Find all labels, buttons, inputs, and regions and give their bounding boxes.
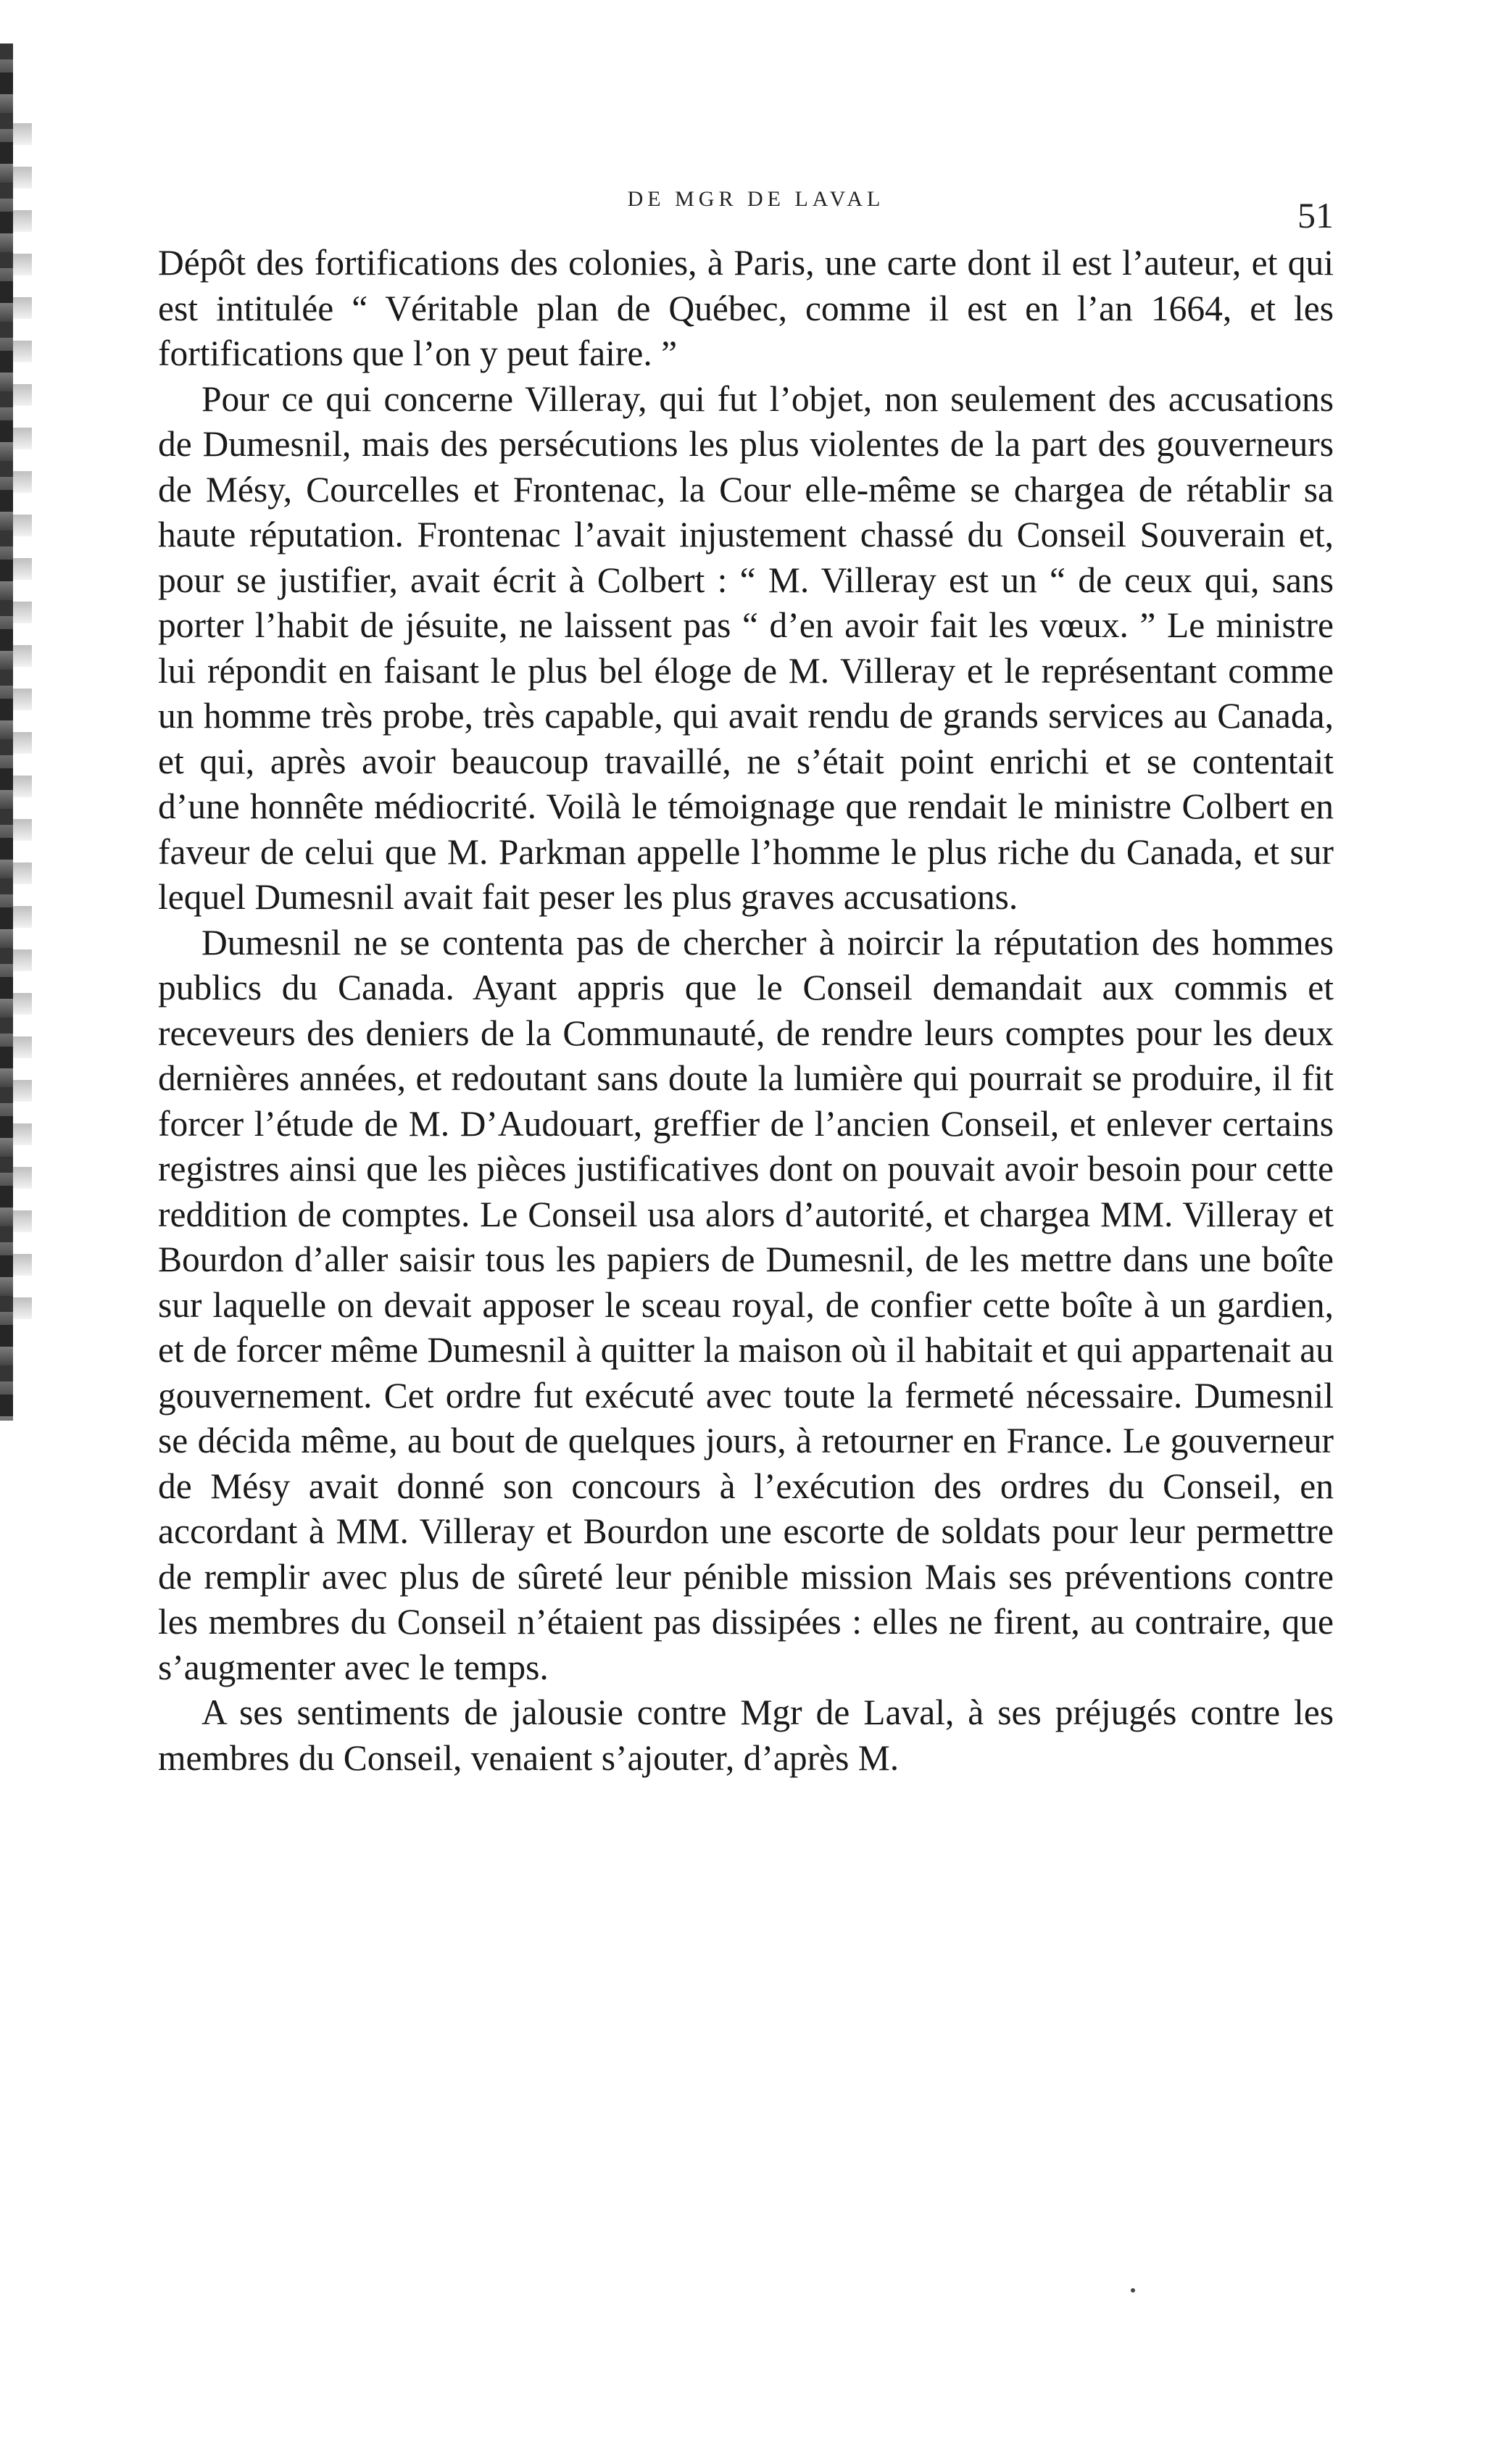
- page-number: 51: [1297, 195, 1334, 236]
- scan-edge-shadow: [0, 43, 13, 1421]
- running-head: DE MGR DE LAVAL: [627, 187, 885, 211]
- body-text: [158, 241, 1334, 2386]
- scan-edge-shading: [13, 101, 32, 1334]
- paragraph-3: Dumesnil ne se contenta pas de chercher à noircir la réputation des hommes publics du Canada. Ayant appris que le Conseil demandait aux commis et receveurs des deniers de la Communauté, de rendre leurs comptes pour les deux dernières années, et redoutant sans doute la lumière qui pourrait se produire, il fit forcer l’étude de M. D’Audouart, greffier de l’ancien Conseil, et enlever certains registres ainsi que les pièces justificatives dont on pouvait avoir besoin pour cette reddition de comptes. Le Conseil usa alors d’autorité, et chargea MM. Villeray et Bourdon d’aller saisir tous les papiers de Dumesnil, de les mettre dans une boîte sur laquelle on devait apposer le sceau royal, de confier cette boîte à un gardien, et de forcer même Dumesnil à quitter la maison où il habitait et qui appartenait au gouvernement. Cet ordre fut exécuté avec toute la fermeté nécessaire. Dumesnil se décida même, au bout de quelques jours, à retourner en France. Le gouverneur de Mésy avait donné son concours à l’exécution des ordres du Conseil, en accordant à MM. Villeray et Bourdon une escorte de soldats pour leur permettre de remplir avec plus de sûreté leur pénible mission Mais ses préventions contre les membres du Conseil n’étaient pas dissipées : elles ne firent, au contraire, que s’augmenter avec le temps.: [158, 922, 1334, 1687]
- paragraph-4: A ses sentiments de jalousie contre Mgr de Laval, à ses préjugés contre les membres du Conseil, venaient s’ajouter, d’après M.: [158, 1692, 1334, 1778]
- paragraph-2: Pour ce qui concerne Villeray, qui fut l’objet, non seulement des accusations de Dumesnil, mais des persécutions les plus violentes de la part des gouverneurs de Mésy, Courcelles et Frontenac, la Cour elle-même se chargea de rétablir sa haute réputation. Frontenac l’avait injustement chassé du Conseil Souverain et, pour se justifier, avait écrit à Colbert : “ M. Villeray est un “ de ceux qui, sans porter l’habit de jésuite, ne laissent pas “ d’en avoir fait les vœux. ” Le ministre lui répondit en faisant le plus bel éloge de M. Villeray et le représentant comme un homme très probe, très capable, qui avait rendu de grands services au Canada, et qui, après avoir beaucoup travaillé, ne s’était point enrichi et se contentait d’une honnête médiocrité. Voilà le témoignage que rendait le ministre Colbert en faveur de celui que M. Parkman appelle l’homme le plus riche du Canada, et sur lequel Dumesnil avait fait peser les plus graves accusations.: [158, 378, 1334, 917]
- paragraph-1: Dépôt des fortifications des colonies, à Paris, une carte dont il est l’auteur, et qui est intitulée “ Véritable plan de Québec, comme il est en l’an 1664, et les fortifications que l’on y peut faire. ”: [158, 243, 1334, 373]
- ink-speck: [1131, 2288, 1135, 2293]
